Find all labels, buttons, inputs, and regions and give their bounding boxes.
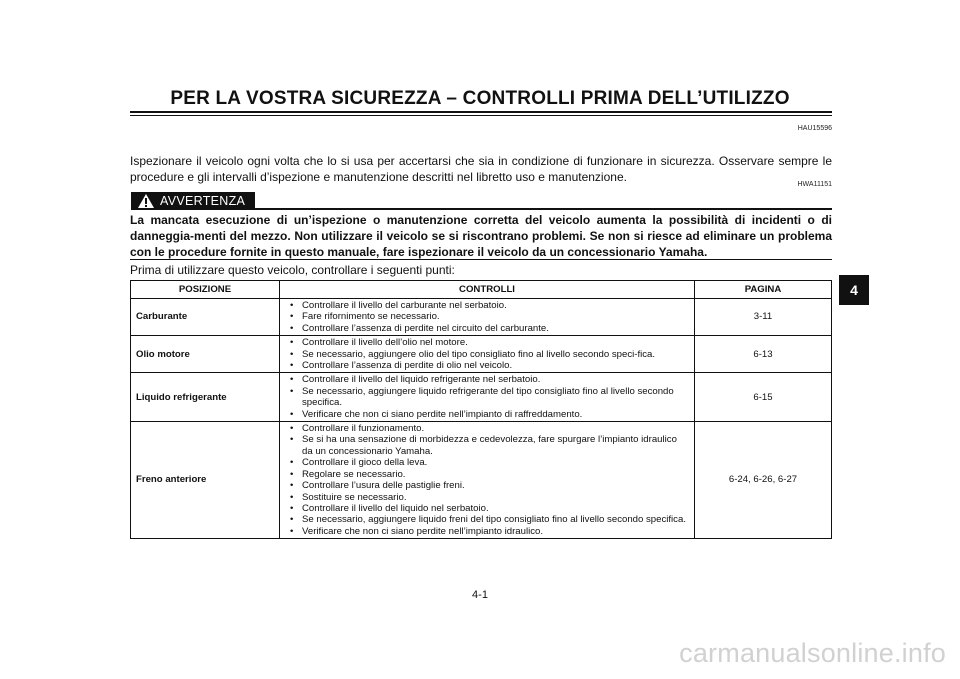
list-item: • Verificare che non ci siano perdite nell’impianto idraulico. (290, 526, 688, 537)
header-page: PAGINA (695, 281, 832, 299)
warning-triangle-icon (137, 193, 155, 209)
warning-label: AVVERTENZA (160, 194, 246, 208)
row-page: 3-11 (695, 299, 832, 336)
title-rule-thin (130, 115, 832, 116)
row-position: Carburante (131, 299, 280, 336)
warning-badge (131, 192, 255, 210)
list-item: • Controllare il livello del liquido nel serbatoio. (290, 503, 688, 514)
row-checks (280, 336, 695, 373)
watermark: carmanualsonline.info (679, 638, 946, 668)
page-title: PER LA VOSTRA SICUREZZA – CONTROLLI PRIMA DELL’UTILIZZO (170, 88, 790, 109)
table-row (131, 299, 832, 336)
row-page: 6-24, 6-26, 6-27 (695, 422, 832, 539)
row-checks (280, 422, 695, 539)
row-page: 6-13 (695, 336, 832, 373)
warning-text: La mancata esecuzione di un’ispezione o manutenzione corretta del veicolo aumenta la possibilità di incidenti o di danneggia-menti del mezzo. Non utilizzare il veicolo se si riscontrano problemi. Se non si riesce ad eliminare un problema con le procedure fornite in questo manuale, fare ispezionare il veicolo da un concessionario Yamaha. (130, 213, 832, 259)
list-item: • Sostituire se necessario. (290, 492, 688, 503)
table-header-row (131, 281, 832, 299)
list-item: • Controllare il livello dell’olio nel motore. (290, 337, 688, 348)
reference-code: HAU15596 (797, 125, 832, 132)
list-item: • Controllare l’usura delle pastiglie freni. (290, 480, 688, 491)
page-number: 4-1 (472, 589, 488, 601)
list-item: • Controllare l’assenza di perdite nel circuito del carburante. (290, 323, 688, 334)
list-item: • Controllare il livello del carburante nel serbatoio. (290, 300, 688, 311)
table-row (131, 373, 832, 422)
row-page: 6-15 (695, 373, 832, 422)
list-item: • Se necessario, aggiungere liquido freni del tipo consigliato fino al livello secondo specifica. (290, 514, 688, 525)
warning-rule (255, 208, 832, 210)
list-item: • Se necessario, aggiungere olio del tipo consigliato fino al livello secondo speci-fica. (290, 349, 688, 360)
list-item: • Controllare l’assenza di perdite di olio nel veicolo. (290, 360, 688, 371)
intro-paragraph: Ispezionare il veicolo ogni volta che lo si usa per accertarsi che sia in condizione di funzionare in sicurezza. Osservare sempre le procedure e gli intervalli d’ispezione e manutenzione descritti nel libretto uso e manutenzione. (130, 154, 832, 184)
table-row (131, 336, 832, 373)
header-checks: CONTROLLI (280, 281, 695, 299)
row-checks (280, 373, 695, 422)
list-item: • Se si ha una sensazione di morbidezza e cedevolezza, fare spurgare l’impianto idraulico da un concessionario Yamaha. (290, 434, 688, 457)
row-checks (280, 299, 695, 336)
title-rule-thick (130, 111, 832, 113)
list-item: • Controllare il gioco della leva. (290, 457, 688, 468)
row-position: Olio motore (131, 336, 280, 373)
row-position: Freno anteriore (131, 422, 280, 539)
list-item: • Se necessario, aggiungere liquido refrigerante del tipo consigliato fino al livello secondo specifica. (290, 386, 688, 409)
list-item: • Fare rifornimento se necessario. (290, 311, 688, 322)
header-position: POSIZIONE (131, 281, 280, 299)
pre-table-text: Prima di utilizzare questo veicolo, controllare i seguenti punti: (130, 263, 455, 277)
checks-table (130, 280, 832, 539)
warning-bottom-rule (130, 259, 832, 260)
chapter-tab: 4 (839, 275, 869, 305)
list-item: • Verificare che non ci siano perdite nell’impianto di raffreddamento. (290, 409, 688, 420)
list-item: • Regolare se necessario. (290, 469, 688, 480)
warning-reference-code: HWA11151 (797, 181, 832, 188)
list-item: • Controllare il funzionamento. (290, 423, 688, 434)
table-row (131, 422, 832, 539)
row-position: Liquido refrigerante (131, 373, 280, 422)
list-item: • Controllare il livello del liquido refrigerante nel serbatoio. (290, 374, 688, 385)
